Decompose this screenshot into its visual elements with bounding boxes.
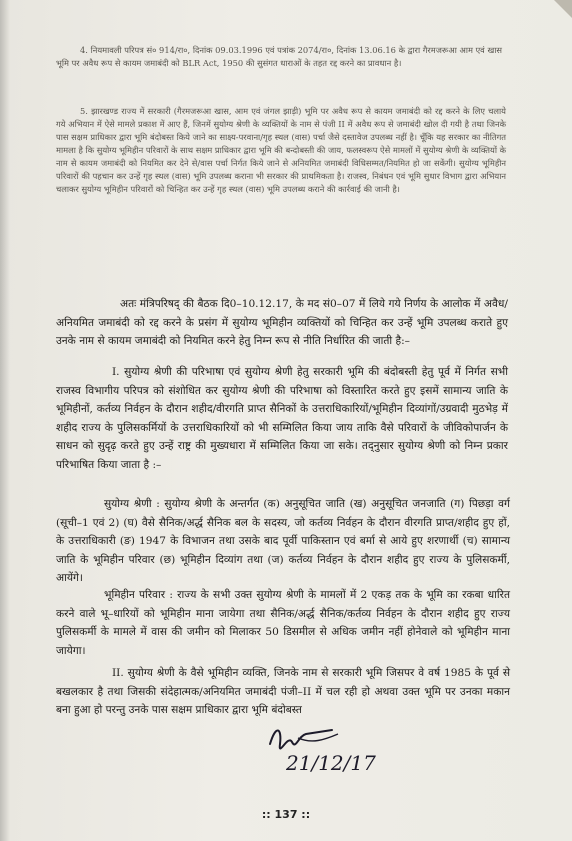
page-corner-fold: [554, 0, 572, 18]
section-1-text: I. सुयोग्य श्रेणी की परिभाषा एवं सुयोग्य श्रेणी हेतु सरकारी भूमि की बंदोबस्ती हेतु पूर्व में निर्गत सभी राजस्व विभागीय परिपत्र को संशोधित कर सुयोग्य श्रेणी की परिभाषा को विस्तारित करते हुए इसमें सामान्य जाति के भूमिहीनों, कर्तव्य निर्वहन के दौरान शहीद/वीरगति प्राप्त सैनिकों के उत्तराधिकारियों/भूमिहीन दिव्यांगों/उग्रवादी मुठभेड़ में शहीद राज्य के पुलिसकर्मियों के उत्तराधिकारियों को भी सम्मिलित किया जाय ताकि वैसे परिवारों के जीविकोपार्जन के साधन को सुदृढ़ करते हुए उन्हें राष्ट्र की मुख्यधारा में सम्मिलित किया जा सके। तद्नुसार सुयोग्य श्रेणी को निम्न प्रकार परिभाषित किया जाता है :–: [56, 366, 508, 471]
section-2-paragraph: [56, 664, 510, 720]
eligible-category-text: सुयोग्य श्रेणी : सुयोग्य श्रेणी के अन्तर्गत (क) अनुसूचित जाति (ख) अनुसूचित जनजाति (ग) पिछड़ा वर्ग (सूची–1 एवं 2) (घ) वैसे सैनिक/अर्द्ध सैनिक बल के सदस्य, जो कर्तव्य निर्वहन के दौरान वीरगति प्राप्त/शहीद हुए हों, के उत्तराधिकारी (ङ) 1947 के विभाजन तथा उसके बाद पूर्वी पाकिस्तान एवं बर्मा से आये हुए शरणार्थी (च) सामान्य जाति के भूमिहीन परिवार (छ) भूमिहीन दिव्यांग तथा (ज) कर्तव्य निर्वहन के दौरान शहीद हुए राज्य के पुलिसकर्मी, आयेंगे।: [56, 498, 510, 585]
section-1-paragraph: [56, 363, 508, 475]
paragraph-5: [56, 105, 506, 196]
section-2-text: II. सुयोग्य श्रेणी के वैसे भूमिहीन व्यक्ति, जिनके नाम से सरकारी भूमि जिसपर वे वर्ष 1985 के पूर्व से बखलकार है तथा जिसकी संदेहात्मक/अनियमित जमाबंदी पंजी–II में चल रही हो अथवा उक्त भूमि पर उनका मकान बना हुआ हो परन्तु उनके पास सक्षम प्राधिकार द्वारा भूमि बंदोबस्त: [56, 667, 510, 717]
eligible-category-paragraph: [56, 495, 510, 588]
page-edge-shadow: [0, 0, 10, 841]
handwritten-signature: [262, 714, 382, 780]
landless-family-paragraph: [56, 586, 510, 660]
paragraph-4-text: 4. नियमावली परिपत्र सं० 914/रा०, दिनांक 09.03.1996 एवं पत्रांक 2074/रा०, दिनांक 13.06.16 के द्वारा गैरमजरूआ आम एवं खास भूमि पर अवैध रूप से कायम जमाबंदी को BLR Act, 1950 की सुसंगत धाराओं के तहत रद्द करने का प्रावधान है।: [56, 45, 502, 68]
resolution-paragraph: [56, 295, 508, 351]
paragraph-5-text: 5. झारखण्ड राज्य में सरकारी (गैरमजरूआ खास, आम एवं जंगल झाड़ी) भूमि पर अवैध रूप से कायम जमाबंदी को रद्द करने के लिए चलाये गये अभियान में ऐसे मामले प्रकाश में आए हैं, जिनमें सुयोग्य श्रेणी के व्यक्तियों के नाम से पंजी II में अवैध रूप से जमाबंदी खोल दी गयी है तथा जिनके पास सक्षम प्राधिकार द्वारा भूमि बंदोबस्त किये जाने का साक्ष्य-परवाना/गृह स्थल (वास) पर्चा जैसे दस्तावेज उपलब्ध नहीं है। चूँकि यह सरकार का नीतिगत मामला है कि सुयोग्य भूमिहीन परिवारों के साथ सक्षम प्राधिकार द्वारा भूमि की बन्दोबस्ती की जाय, फलस्वरूप ऐसे मामलों में सुयोग्य श्रेणी के व्यक्तियों के नाम से कायम जमाबंदी को नियमित कर देने से/वास पर्चा निर्गत किये जाने से अनियमित जमाबंदी विधिसम्मत/नियमित हो जा सकेंगी। सुयोग्य भूमिहीन परिवारों की पहचान कर उन्हें गृह स्थल (वास) भूमि उपलब्ध कराना भी सरकार की प्राथमिकता है। राजस्व, निबंधन एवं भूमि सुधार विभाग द्वारा अभियान चलाकर सुयोग्य भूमिहीन परिवारों को चिन्हित कर उन्हें गृह स्थल (वास) भूमि उपलब्ध कराने की कार्रवाई की जानी है।: [56, 106, 506, 194]
signature-date: 21/12/17: [286, 751, 376, 775]
resolution-text: अतः मंत्रिपरिषद् की बैठक दि0–10.12.17, के मद सं0–07 में लिये गये निर्णय के आलोक में अवैध/अनियमित जमाबंदी को रद्द करने के प्रसंग में सुयोग्य भूमिहीन व्यक्तियों को चिन्हित कर उन्हें भूमि उपलब्ध कराते हुए उनके नाम से कायम जमाबंदी को नियमित करने हेतु निम्न रूप से नीति निर्धारित की जाती है:–: [56, 298, 508, 348]
page-number: :: 137 ::: [261, 808, 311, 821]
landless-family-text: भूमिहीन परिवार : राज्य के सभी उक्त सुयोग्य श्रेणी के मामलों में 2 एकड़ तक के भूमि का रकबा धारित करने वाले भू–धारियों को भूमिहीन माना जायेगा तथा सैनिक/अर्द्ध सैनिक/कर्तव्य निर्वहन के दौरान शहीद हुए राज्य पुलिसकर्मी के मामले में वास की जमीन को मिलाकर 50 डिसमील से अधिक जमीन नहीं होनेवाले को भूमिहीन माना जायेगा।: [56, 589, 510, 657]
paragraph-4: [56, 44, 502, 70]
